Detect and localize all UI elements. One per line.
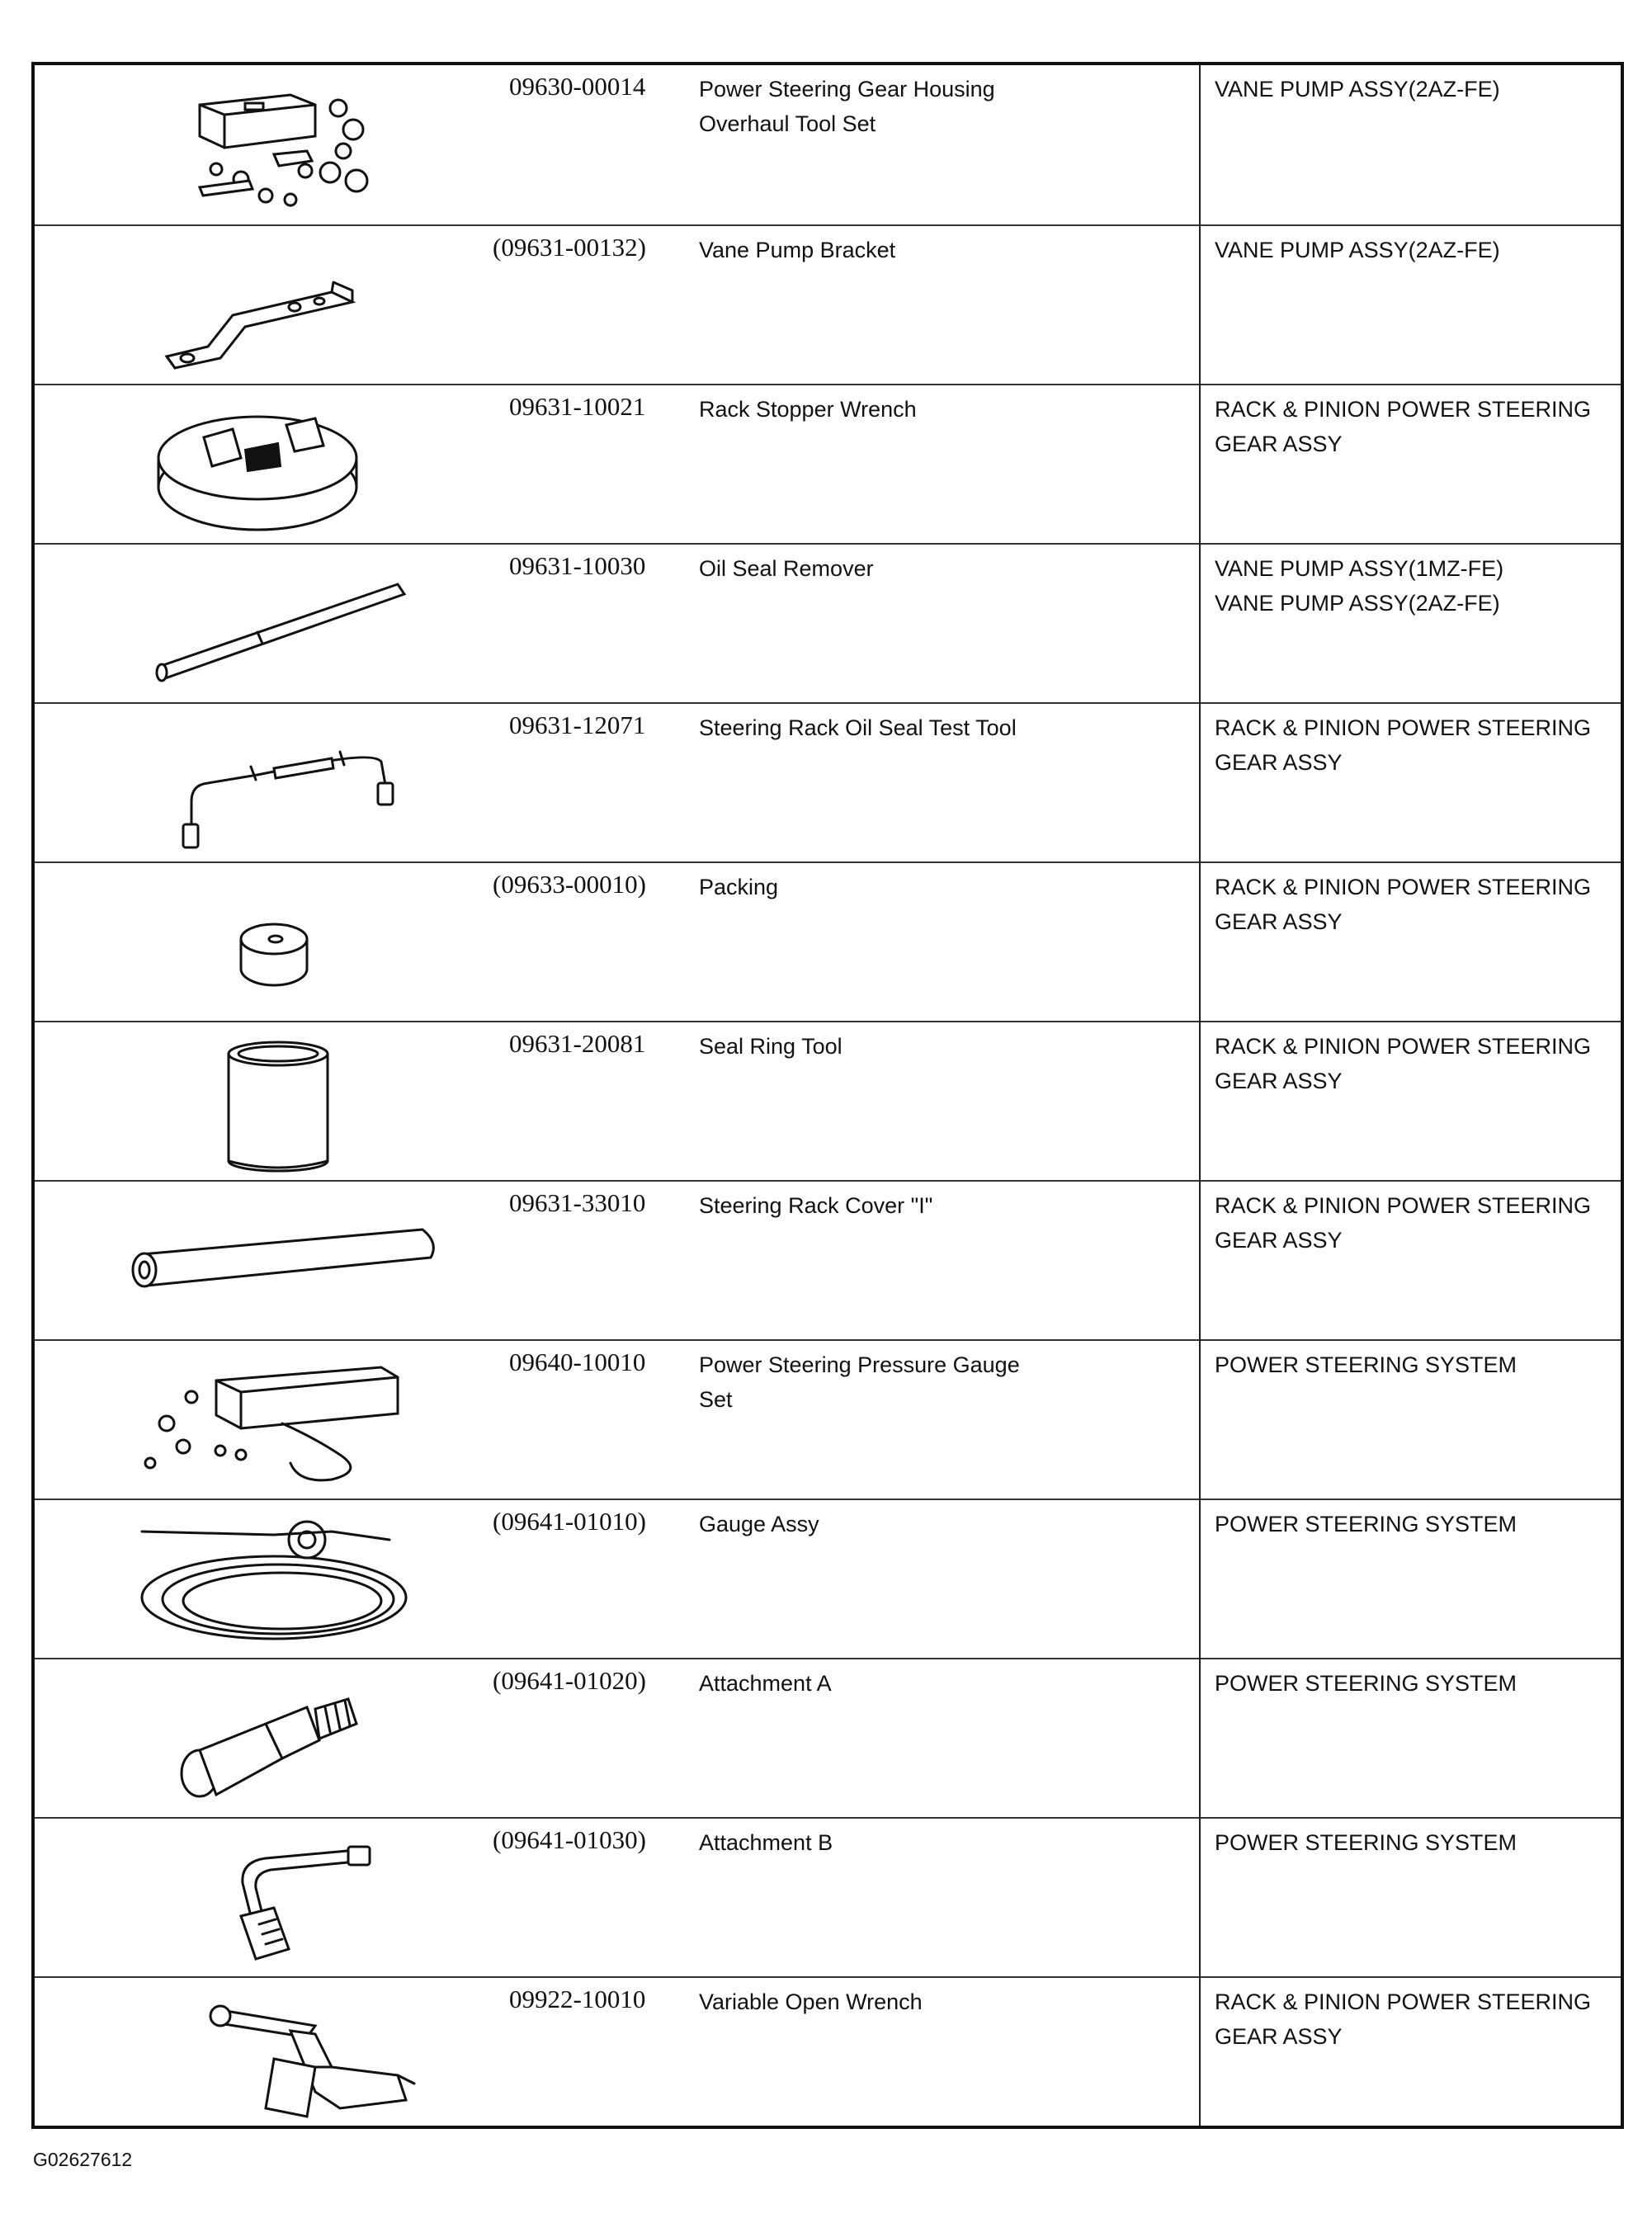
tool-name-line: Steering Rack Cover "I" [699,1193,933,1218]
tool-name [699,551,1128,586]
usage-section [1215,1666,1619,1701]
part-number: 09631-10030 [509,551,646,580]
tool-name [699,392,1128,427]
tool-illustration [68,1825,447,1970]
table-row [35,1180,1621,1339]
usage-line: RACK & PINION POWER STEERING [1215,875,1592,899]
table-row [35,65,1621,224]
usage-line: GEAR ASSY [1215,432,1343,456]
usage-line: GEAR ASSY [1215,750,1343,775]
tool-name-line: Steering Rack Oil Seal Test Tool [699,715,1017,740]
usage-section [1215,870,1619,939]
table-row [35,1499,1621,1658]
usage-line: POWER STEERING SYSTEM [1215,1352,1517,1377]
gauge-set-case-icon [68,1347,447,1493]
table-row [35,1976,1621,2136]
part-number: 09631-12071 [509,710,646,739]
part-number: 09631-33010 [509,1188,646,1217]
part-number: 09631-10021 [509,392,646,421]
tool-name [699,1347,1128,1417]
tool-name-line: Attachment B [699,1830,833,1855]
usage-section [1215,551,1619,621]
test-tube-icon [68,710,447,856]
usage-line: POWER STEERING SYSTEM [1215,1830,1517,1855]
part-number: 09922-10010 [509,1985,646,2013]
open-wrench-icon [68,1985,447,2130]
tool-name [699,72,1128,141]
usage-line: GEAR ASSY [1215,1069,1343,1093]
usage-section [1215,1347,1619,1382]
tool-illustration [68,392,447,537]
tool-name-line: Vane Pump Bracket [699,238,896,262]
gauge-hose-icon [68,1507,447,1652]
rod-icon [68,551,447,696]
tool-illustration [68,1507,447,1652]
tool-name [699,710,1128,745]
usage-section [1215,710,1619,780]
tool-name-line: Attachment A [699,1671,832,1696]
table-row [35,384,1621,543]
tool-name-line: Power Steering Pressure Gauge [699,1352,1020,1377]
table-row [35,861,1621,1021]
usage-line: GEAR ASSY [1215,2024,1343,2049]
usage-line: RACK & PINION POWER STEERING [1215,397,1592,422]
usage-section [1215,392,1619,461]
tool-illustration [68,72,447,217]
usage-line: RACK & PINION POWER STEERING [1215,715,1592,740]
usage-section [1215,1825,1619,1860]
part-number: (09641-01020) [493,1666,646,1695]
table-row [35,1817,1621,1976]
table-row [35,224,1621,384]
usage-line: POWER STEERING SYSTEM [1215,1671,1517,1696]
part-number: (09641-01030) [493,1825,646,1854]
cylinder-icon [68,1029,447,1174]
tool-name [699,1507,1128,1541]
tool-name-line: Power Steering Gear Housing [699,77,995,101]
tool-name [699,1029,1128,1064]
tool-illustration [68,710,447,856]
figure-code: G02627612 [33,2149,133,2170]
tool-name-line: Packing [699,875,779,899]
tool-table [31,62,1624,2129]
usage-section [1215,1188,1619,1258]
tool-name [699,1985,1128,2019]
usage-section [1215,1985,1619,2054]
tool-illustration [68,233,447,378]
bent-pipe-icon [68,1825,447,1970]
tool-illustration [68,870,447,1015]
usage-line: POWER STEERING SYSTEM [1215,1512,1517,1536]
usage-line: RACK & PINION POWER STEERING [1215,1034,1592,1059]
bracket-icon [68,233,447,378]
tool-name-line: Rack Stopper Wrench [699,397,917,422]
tool-name-line: Variable Open Wrench [699,1989,923,2014]
tool-illustration [68,1985,447,2130]
tool-illustration [68,1188,447,1333]
usage-section [1215,72,1619,106]
table-row [35,543,1621,702]
tool-name [699,1825,1128,1860]
packing-icon [68,870,447,1015]
usage-line: GEAR ASSY [1215,909,1343,934]
part-number: 09640-10010 [509,1347,646,1376]
tool-name-line: Seal Ring Tool [699,1034,843,1059]
fitting-icon [68,1666,447,1811]
tool-illustration [68,1347,447,1493]
usage-line: VANE PUMP ASSY(2AZ-FE) [1215,77,1500,101]
tool-name-line: Gauge Assy [699,1512,819,1536]
tool-illustration [68,551,447,696]
usage-line: GEAR ASSY [1215,1228,1343,1253]
tool-name-line: Oil Seal Remover [699,556,874,581]
usage-section [1215,1029,1619,1098]
tool-name-line: Set [699,1387,733,1412]
part-number: (09641-01010) [493,1507,646,1536]
tool-illustration [68,1666,447,1811]
usage-line: VANE PUMP ASSY(1MZ-FE) [1215,556,1504,581]
usage-line: RACK & PINION POWER STEERING [1215,1989,1592,2014]
part-number: (09633-00010) [493,870,646,899]
part-number: 09631-20081 [509,1029,646,1058]
column-divider [1199,65,1201,2126]
table-row [35,1658,1621,1817]
usage-section [1215,1507,1619,1541]
tool-illustration [68,1029,447,1174]
table-row [35,1339,1621,1499]
part-number: (09631-00132) [493,233,646,262]
tool-name [699,233,1128,267]
tool-name [699,1666,1128,1701]
usage-line: VANE PUMP ASSY(2AZ-FE) [1215,238,1500,262]
usage-section [1215,233,1619,267]
tube-cover-icon [68,1188,447,1333]
tool-name [699,1188,1128,1223]
stopper-wrench-icon [68,392,447,537]
table-row [35,1021,1621,1180]
usage-line: RACK & PINION POWER STEERING [1215,1193,1592,1218]
tool-name-line: Overhaul Tool Set [699,111,876,136]
usage-line: VANE PUMP ASSY(2AZ-FE) [1215,591,1500,616]
tool-name [699,870,1128,904]
table-row [35,702,1621,861]
part-number: 09630-00014 [509,72,646,101]
tool-set-case-icon [68,72,447,217]
